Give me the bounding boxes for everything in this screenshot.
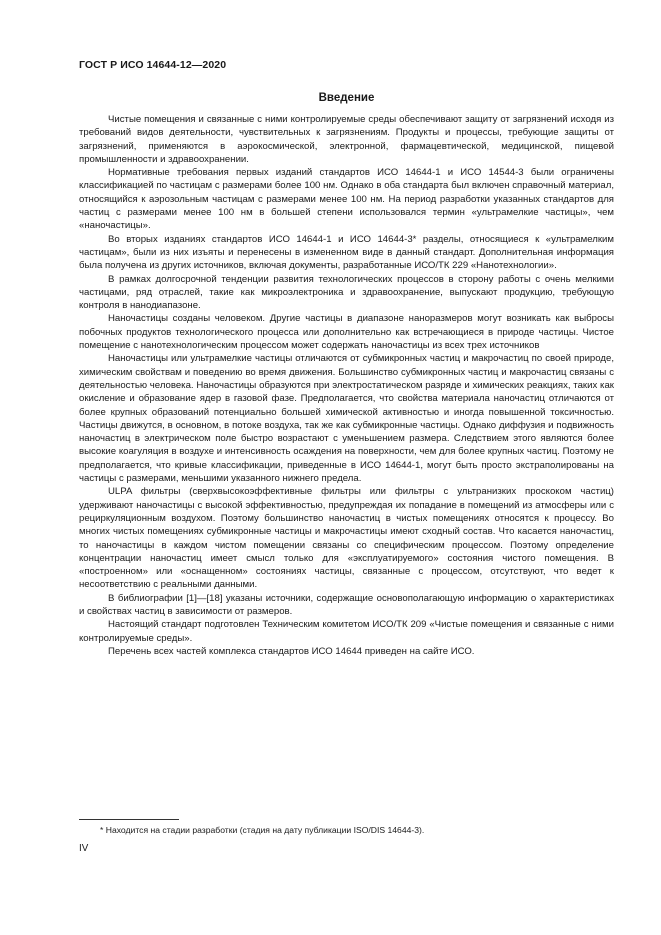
paragraph: Наночастицы или ультрамелкие частицы отличаются от субмикронных частиц и макрочастиц по своей природе, химическим свойствам и поведению во время движения. Большинство субмикронных частиц и макрочастиц связаны с деятельностью человека. Наночастицы образуются при электростатическом разряде и химических реакциях, таких как окисление и образование ядер в газовой фазе. Предполагается, что свойства материала наночастиц отличаются от более крупных образований потенциально большей химической активностью и иногда повышенной токсичностью. Частицы движутся, в основном, в потоке воздуха, так же как субмикронные частицы. Однако диффузия и подвижность наночастиц в электрическом поле быстро возрастают с уменьшением размера. Следствием этого являются более высокие коагуляция в воздухе и интенсивность осаждения на поверхности, чем для более крупных частиц. Поэтому не предполагается, что кривые классификации, приведенные в ИСО 14644-1, могут быть просто экстраполированы на частицы с размерами, меньшими указанного нижнего предела.	[79, 353, 614, 485]
paragraph: Наночастицы созданы человеком. Другие частицы в диапазоне наноразмеров могут возникать как выбросы побочных продуктов технологического процесса или дополнительно как встречающиеся в природе частицы. Чистое помещение с нанотехнологическим процессом может содержать наночастицы из всех трех источников	[79, 313, 614, 352]
introduction-body	[79, 113, 614, 658]
paragraph: В библиографии [1]—[18] указаны источники, содержащие основополагающую информацию о характеристиках и свойствах частиц в зависимости от размеров.	[79, 592, 614, 617]
page-number: IV	[79, 843, 89, 854]
paragraph: Перечень всех частей комплекса стандартов ИСО 14644 приведен на сайте ИСО.	[108, 645, 475, 657]
section-title: Введение	[318, 92, 375, 104]
paragraph: ULPA фильтры (сверхвысокоэффективные фильтры или фильтры с ультранизких проскоком частиц) удерживают наночастицы с высокой эффективностью, предупреждая их попадание в помещений из атмосферы или с рециркуляционным воздухом. Поэтому большинство наночастиц в чистых помещениях относятся к процессу. Во многих чистых помещениях субмикронные частицы и макрочастицы имеют сходный состав. Что касается наночастиц, то наночастицы в каждом чистом помещении связаны со специфическим процессом. Поэтому определение концентрации наночастиц имеет смысл только для «эксплуатируемого» состояния чистого помещения. В «построенном» или «оснащенном» состояниях частицы, связанные с процессом, отсутствуют, что ведет к несоответствию с реальными данными.	[79, 486, 614, 591]
paragraph: Настоящий стандарт подготовлен Техническим комитетом ИСО/ТК 209 «Чистые помещения и связанные с ними контролируемые среды».	[79, 619, 614, 644]
document-code-header: ГОСТ Р ИСО 14644-12—2020	[79, 59, 227, 71]
footnote-divider	[79, 819, 179, 820]
paragraph: В рамках долгосрочной тенденции развития технологических процессов в сторону работы с очень мелкими частицами, ряд отраслей, такие как микроэлектроника и здравоохранение, выпускают продукцию, требующую контроля в нанодиапазоне.	[79, 273, 614, 312]
footnote: * Находится на стадии разработки (стадия на дату публикации ISO/DIS 14644-3).	[100, 825, 425, 835]
paragraph: Чистые помещения и связанные с ними контролируемые среды обеспечивают защиту от загрязнений исходя из требований видов деятельности, чувствительных к загрязнениям. Продукты и процессы, требующие защиты от загрязнений, применяются в аэрокосмической, электронной, фармацевтической, медицинской, пищевой промышленности и здравоохранении.	[79, 114, 614, 165]
paragraph: Нормативные требования первых изданий стандартов ИСО 14644-1 и ИСО 14544-3 были ограничены классификацией по частицам с размерами более 100 нм. Однако в оба стандарта был включен справочный материал, относящийся к аэрозольным частицам с размерами менее 100 нм. На период разработки указанных стандартов для частиц с размерами менее 100 нм в большей степени использовался термин «ультрамелкие частицы», чем «наночастицы».	[79, 167, 614, 232]
paragraph: Во вторых изданиях стандартов ИСО 14644-1 и ИСО 14644-3* разделы, относящиеся к «ультрамелким частицам», были из них изъяты и перенесены в измененном виде в данный стандарт. Дополнительная информация была получена из других источников, включая документы, разработанные ИСО/ТК 229 «Нанотехнологии».	[79, 233, 614, 272]
